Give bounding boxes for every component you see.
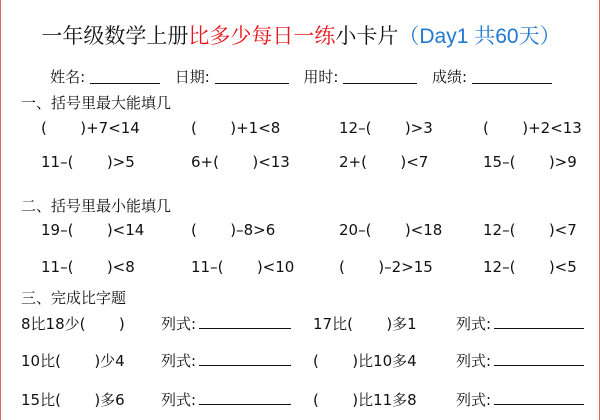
section-2-row: [1, 221, 600, 241]
section-3-title: 三、完成比字题: [21, 289, 127, 307]
title-day-badge: （Day1 共60天）: [398, 25, 561, 48]
problem[interactable]: 19–( )<14: [41, 221, 145, 239]
formula-line[interactable]: [199, 314, 291, 329]
compare-problem[interactable]: 17比( )多1: [313, 315, 417, 333]
problem[interactable]: ( )+7<14: [41, 119, 140, 137]
section-1-row: [1, 153, 600, 173]
problem[interactable]: 6+( )<13: [191, 153, 290, 171]
formula-label: 列式:: [456, 315, 492, 333]
section-3-row: [1, 389, 600, 409]
problem[interactable]: 20–( )<18: [339, 221, 443, 239]
section-3-row: [1, 350, 600, 370]
compare-problem[interactable]: ( )比10多4: [313, 352, 417, 370]
problem[interactable]: ( )–2>15: [339, 258, 433, 276]
problem[interactable]: 12–( )>3: [339, 119, 433, 137]
section-2-title: 二、括号里最小能填几: [21, 197, 172, 215]
date-label: 日期:: [174, 68, 210, 86]
problem[interactable]: 11–( )>5: [41, 153, 135, 171]
section-3-row: [1, 313, 600, 333]
title-part-red: 比多少每日一练: [188, 24, 336, 48]
formula-line[interactable]: [199, 351, 291, 366]
formula-line[interactable]: [494, 351, 584, 366]
date-field[interactable]: [215, 69, 289, 84]
formula-label: 列式:: [161, 391, 197, 409]
problem[interactable]: 15–( )>9: [483, 153, 577, 171]
formula-line[interactable]: [494, 390, 584, 405]
section-1-row: [1, 119, 600, 139]
compare-problem[interactable]: 8比18少( ): [21, 315, 125, 333]
compare-problem[interactable]: 10比( )少4: [21, 352, 125, 370]
compare-problem[interactable]: 15比( )多6: [21, 391, 125, 409]
title-part-1: 一年级数学上册: [41, 24, 189, 48]
problem[interactable]: 12–( )<7: [483, 221, 577, 239]
problem[interactable]: 2+( )<7: [339, 153, 429, 171]
problem[interactable]: 11–( )<10: [191, 258, 295, 276]
compare-problem[interactable]: ( )比11多8: [313, 391, 417, 409]
problem[interactable]: 12–( )<5: [483, 258, 577, 276]
name-label: 姓名:: [50, 68, 86, 86]
section-1-title: 一、括号里最大能填几: [21, 94, 172, 112]
formula-line[interactable]: [494, 314, 584, 329]
name-field[interactable]: [90, 69, 160, 84]
problem[interactable]: 11–( )<8: [41, 258, 135, 276]
problem[interactable]: ( )+2<13: [483, 119, 582, 137]
problem[interactable]: ( )+1<8: [191, 119, 281, 137]
formula-label: 列式:: [161, 315, 197, 333]
score-field[interactable]: [472, 69, 552, 84]
problem[interactable]: ( )–8>6: [191, 221, 276, 239]
time-label: 用时:: [303, 68, 339, 86]
formula-label: 列式:: [456, 391, 492, 409]
formula-label: 列式:: [456, 352, 492, 370]
score-label: 成绩:: [432, 68, 468, 86]
formula-label: 列式:: [161, 352, 197, 370]
time-field[interactable]: [343, 69, 417, 84]
page-title: [1, 20, 600, 50]
formula-line[interactable]: [199, 390, 291, 405]
title-part-2: 小卡片: [335, 24, 399, 48]
info-line: [1, 66, 600, 87]
section-2-row: [1, 258, 600, 278]
